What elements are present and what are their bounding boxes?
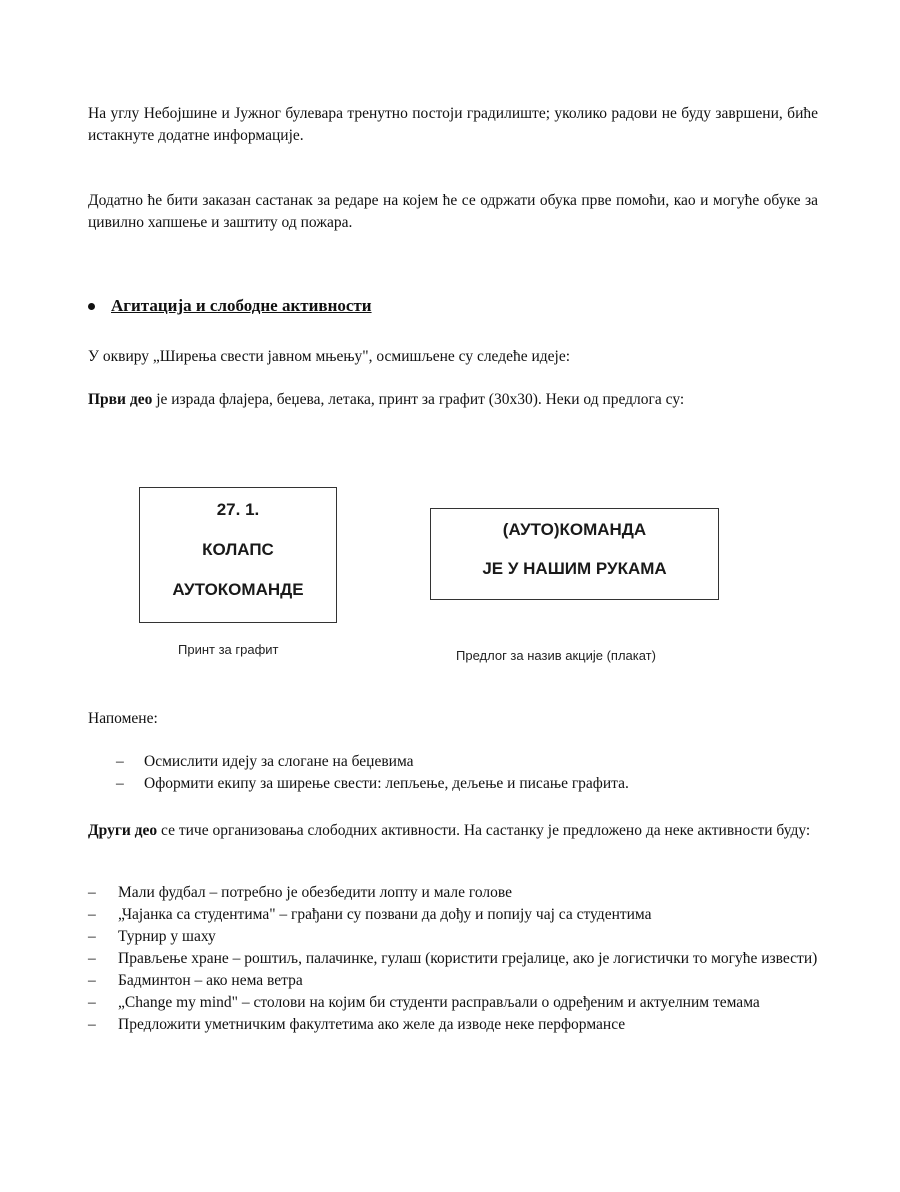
second-part-text: се тиче организовања слободних активности. На састанку је предложено да неке активности буду:	[157, 822, 811, 839]
dash-marker: –	[88, 994, 96, 1011]
second-part-paragraph	[88, 820, 820, 842]
list-item	[116, 751, 816, 773]
graffiti-print-box	[139, 487, 337, 623]
paragraph-construction-site: На углу Небојшине и Јужног булевара тренутно постоји градилиште; уколико радови не буду завршени, биће истакнуте додатне информације.	[88, 105, 818, 144]
dash-marker: –	[88, 906, 96, 923]
section-heading	[88, 296, 372, 316]
list-item	[88, 1014, 818, 1036]
section-heading-text: Агитација и слободне активности	[111, 296, 372, 315]
list-item	[88, 926, 818, 948]
activity-text: „Change my mind" – столови на којим би студенти расправљали о одређеним и актуелним темама	[118, 994, 760, 1011]
graffiti-line-3: АУТОКОМАНДЕ	[172, 580, 304, 599]
dash-marker: –	[116, 775, 124, 792]
list-item	[88, 992, 818, 1014]
activity-text: Мали фудбал – потребно је обезбедити лопту и мале голове	[118, 884, 513, 901]
graffiti-line-1: 27. 1.	[216, 500, 260, 519]
activity-text: Турнир у шаху	[118, 928, 216, 945]
activity-text: „Чајанка са студентима" – грађани су позвани да дођу и попију чај са студентима	[118, 906, 652, 923]
list-item	[88, 882, 818, 904]
first-part-line	[88, 389, 684, 411]
second-part-lead: Други део	[88, 822, 158, 839]
poster-line-2: ЈЕ У НАШИМ РУКАМА	[482, 559, 667, 578]
bullet-icon	[88, 303, 95, 310]
list-item	[88, 948, 818, 970]
poster-box	[430, 508, 719, 600]
list-item	[88, 904, 818, 926]
dash-marker: –	[88, 1016, 96, 1033]
notes-label: Напомене:	[88, 710, 158, 727]
list-item	[88, 970, 818, 992]
graffiti-caption: Принт за графит	[178, 642, 279, 657]
first-part-lead: Први део	[88, 391, 153, 408]
notes-list	[116, 751, 816, 795]
paragraph-first-aid-training: Додатно ће бити заказан састанак за редаре на којем ће се одржати обука прве помоћи, као и могуће обуке за цивилно хапшење и заштиту од пожара.	[88, 192, 818, 231]
activity-text: Прављење хране – роштиљ, палачинке, гулаш (користити грејалице, ако је логистички то могуће извести)	[118, 950, 818, 967]
dash-marker: –	[88, 928, 96, 945]
dash-marker: –	[116, 753, 124, 770]
dash-marker: –	[88, 950, 96, 967]
graffiti-line-2: КОЛАПС	[202, 540, 274, 559]
poster-line-1: (АУТО)КОМАНДА	[502, 520, 647, 539]
dash-marker: –	[88, 972, 96, 989]
activity-text: Бадминтон – ако нема ветра	[118, 972, 303, 989]
dash-marker: –	[88, 884, 96, 901]
note-text: Оформити екипу за ширење свести: лепљење, дељење и писање графита.	[144, 775, 629, 792]
activities-list	[88, 882, 818, 1036]
note-text: Осмислити идеју за слогане на беџевима	[144, 753, 414, 770]
poster-caption: Предлог за назив акције (плакат)	[456, 648, 656, 663]
first-part-text: је израда флајера, беџева, летака, принт за графит (30x30). Неки од предлога су:	[152, 391, 685, 408]
list-item	[116, 773, 816, 795]
intro-line: У оквиру „Ширења свести јавном мњењу", осмишљене су следеће идеје:	[88, 348, 571, 365]
activity-text: Предложити уметничким факултетима ако желе да изводе неке перформансе	[118, 1016, 626, 1033]
